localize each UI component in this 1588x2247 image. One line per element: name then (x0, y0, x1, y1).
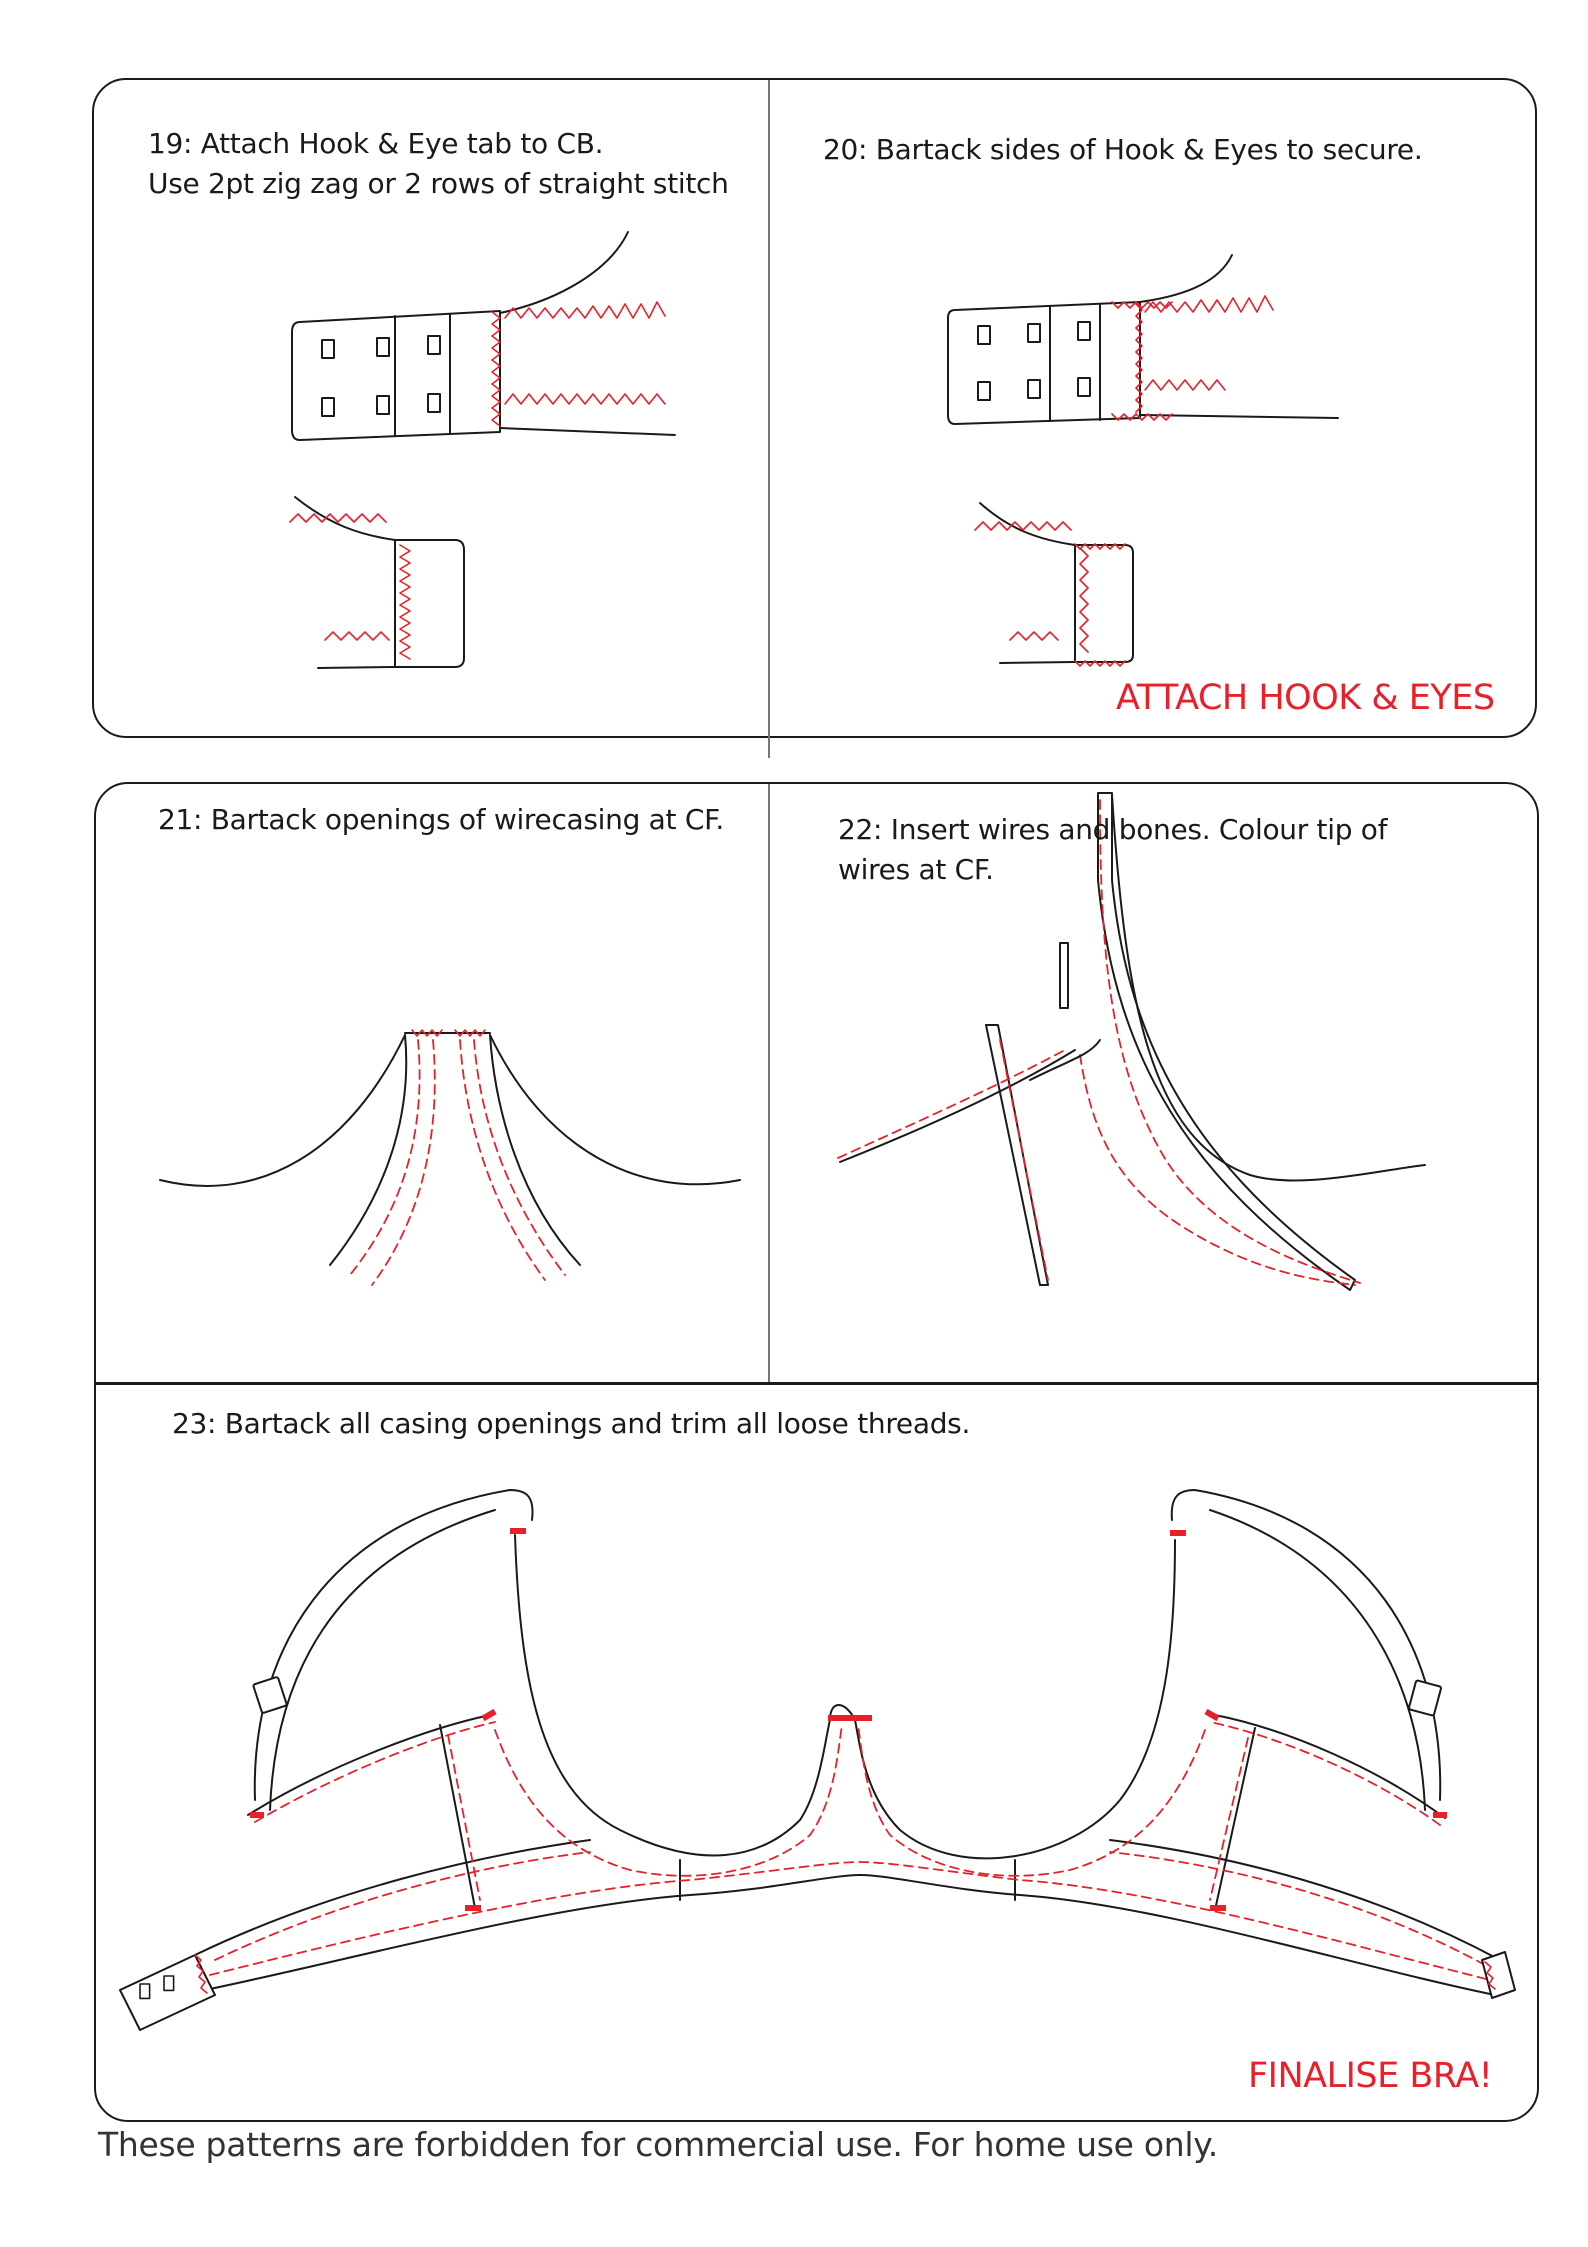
step-21-caption: 21: Bartack openings of wirecasing at CF. (158, 803, 724, 836)
step-23-caption: 23: Bartack all casing openings and trim all loose threads. (172, 1407, 971, 1440)
section-tag-hook-eyes: ATTACH HOOK & EYES (1116, 678, 1495, 718)
step21-illustration (160, 1030, 740, 1285)
step23-illustration (120, 1490, 1515, 2030)
step20-illustration (948, 255, 1338, 666)
step-19-caption: 19: Attach Hook & Eye tab to CB. Use 2pt zig zag or 2 rows of straight stitch (148, 127, 729, 200)
step-22-caption: 22: Insert wires and bones. Colour tip of wires at CF. (838, 813, 1388, 886)
step19-illustration (290, 232, 675, 668)
footer-disclaimer: These patterns are forbidden for commercial use. For home use only. (98, 2125, 1218, 2164)
section-tag-finalise: FINALISE BRA! (1248, 2056, 1493, 2096)
step-20-caption: 20: Bartack sides of Hook & Eyes to secure. (823, 133, 1423, 166)
